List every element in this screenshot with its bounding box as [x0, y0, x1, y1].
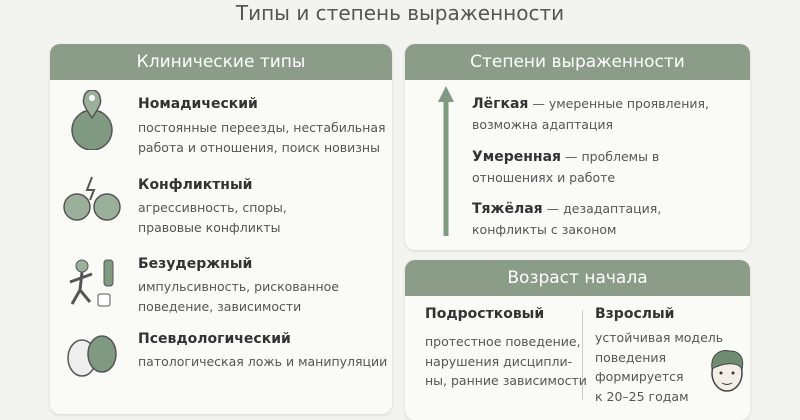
level-name: Лёгкая	[472, 96, 529, 112]
desc-line: устойчивая модель	[595, 330, 724, 345]
desc-line: ны, ранние зависимости	[425, 373, 587, 388]
arguing-heads-icon	[62, 172, 122, 232]
type-desc-pseudologic	[138, 352, 387, 372]
arrow-up-icon	[436, 84, 456, 238]
severity-header: Степени выраженности	[405, 44, 750, 80]
level-desc: отношениях и работе	[472, 169, 616, 185]
theater-masks-icon	[62, 330, 122, 390]
onset-teen-name: Подростковый	[425, 306, 545, 322]
globe-pin-icon	[62, 90, 122, 150]
level-name: Умеренная	[472, 149, 562, 165]
desc-line: протестное поведение,	[425, 334, 581, 349]
level-name: Тяжёлая	[472, 201, 543, 217]
level-desc: — умеренные проявления,	[532, 96, 709, 111]
severity-severe	[472, 199, 661, 239]
type-desc-conflict	[138, 198, 287, 237]
type-name-conflict: Конфликтный	[138, 177, 253, 193]
desc-line: патологическая ложь и манипуляции	[138, 354, 388, 369]
onset-teen-desc	[425, 332, 587, 391]
page-title: Типы и степень выраженности	[235, 1, 565, 25]
level-desc: — проблемы в	[565, 149, 660, 164]
runner-bottle-dice-icon	[62, 252, 122, 312]
onset-adult-name: Взрослый	[595, 306, 675, 322]
desc-line: правовые конфликты	[138, 219, 281, 235]
desc-line: агрессивность, споры,	[138, 200, 287, 215]
onset-header: Возраст начала	[405, 260, 750, 296]
level-desc: конфликты с законом	[472, 221, 617, 237]
type-name-uncontrolled: Безудержный	[138, 256, 253, 272]
level-desc: — дезадаптация,	[546, 201, 662, 216]
type-desc-nomadic	[138, 118, 386, 157]
desc-line: формируется	[595, 369, 684, 384]
desc-line: постоянные переезды, нестабильная	[138, 120, 386, 135]
clinical-types-header: Клинические типы	[50, 44, 392, 80]
desc-line: поведения	[595, 349, 667, 365]
desc-line: поведение, зависимости	[138, 298, 302, 314]
desc-line: нарушения дисципли-	[425, 353, 573, 369]
type-name-nomadic: Номадический	[138, 96, 258, 112]
severity-light	[472, 94, 709, 134]
desc-line: работа и отношения, поиск новизны	[138, 139, 380, 155]
desc-line: импульсивность, рискованное	[138, 279, 339, 294]
desc-line: к 20–25 годам	[595, 388, 689, 404]
type-desc-uncontrolled	[138, 277, 339, 316]
type-name-pseudologic: Псевдологический	[138, 331, 291, 347]
severity-moderate	[472, 147, 659, 187]
level-desc: возможна адаптация	[472, 116, 614, 132]
adult-man-icon	[702, 345, 752, 400]
